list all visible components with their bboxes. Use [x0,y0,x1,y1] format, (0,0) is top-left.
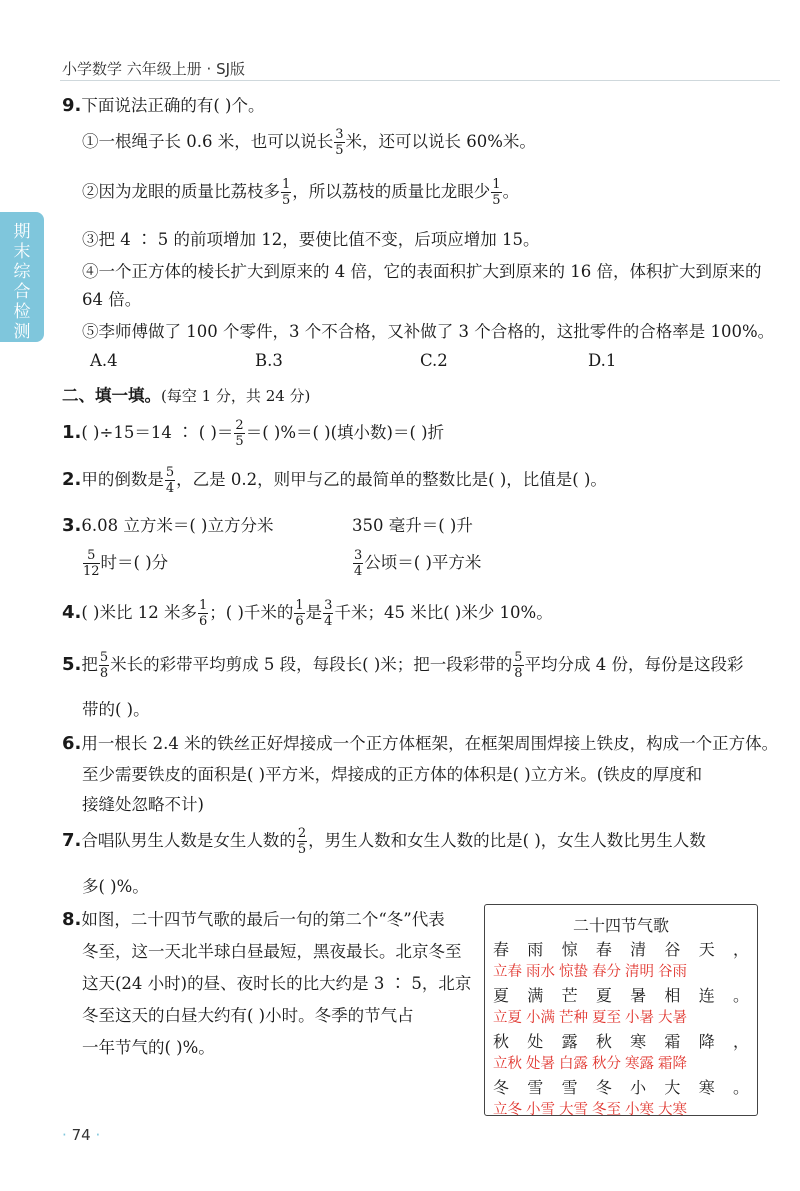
fraction: $\frac{3}{5}$ [335,127,344,158]
statement-5: ⑤李师傅做了 100 个零件，3 个不合格，又补做了 3 个合格的，这批零件的合格率是 100%。 [82,322,775,341]
section-2-title: 二、填一填。(每空 1 分，共 24 分) [62,386,311,405]
fill-question-3-c: $\frac{5}{12}$ 时＝( )分 [83,548,169,579]
fill-question-2: 2.甲的倒数是 $\frac{5}{4}$ ，乙是 0.2，则甲与乙的最简单的整数比是( )，比值是( )。 [62,465,607,496]
fill-question-5-line2: 带的( )。 [82,700,150,719]
statement-4-line1: ④一个正方体的棱长扩大到原来的 4 倍，它的表面积扩大到原来的 16 倍，体积扩大到原来的 [82,262,762,281]
option-b: B.3 [255,351,283,370]
fill-question-4: 4.( )米比 12 米多 $\frac{1}{6}$ ；( )千米的 $\frac{1}{6}$ 是 $\frac{3}{4}$ 千米；45 米比( )米少 10%。 [62,598,553,629]
song-terms-2: 立夏 小满 芒种 夏至 小暑 大暑 [493,1010,687,1026]
section-side-tab [0,212,44,342]
fill-question-8-line4: 冬至这天的白昼大约有( )小时。冬季的节气占 [82,1006,414,1025]
statement-2: ②因为龙眼的质量比荔枝多 $\frac{1}{5}$ ，所以荔枝的质量比龙眼少 $\frac{1}{5}$ 。 [82,177,520,208]
side-tab-label: 期末综合检测 [13,222,31,342]
statement-3: ③把 4 ∶ 5 的前项增加 12，要使比值不变，后项应增加 15。 [82,230,540,249]
song-grid [493,939,749,1123]
fraction: $\frac{2}{5}$ [235,418,244,449]
fill-question-8-line1: 8.如图，二十四节气歌的最后一句的第二个“冬”代表 [62,909,445,930]
fraction: $\frac{5}{4}$ [165,465,175,496]
fill-question-3-d: $\frac{3}{4}$ 公顷＝( )平方米 [354,548,482,579]
fraction: $\frac{5}{8}$ [99,650,109,681]
fill-question-6-line1: 6.用一根长 2.4 米的铁丝正好焊接成一个正方体框架，在框架周围焊接上铁皮，构成一个正方体。 [62,733,779,754]
fraction: $\frac{1}{6}$ [198,598,208,629]
header-divider [60,80,780,81]
fill-question-7-line1: 7.合唱队男生人数是女生人数的 $\frac{2}{5}$ ，男生人数和女生人数的比是( )，女生人数比男生人数 [62,826,706,857]
fill-question-3-b: 350 毫升＝( )升 [352,516,473,535]
song-line-3: 秋 处 露 秋 寒 霜 降 ， [493,1032,749,1051]
fill-question-6-line3: 接缝处忽略不计) [82,795,204,814]
fill-question-5-line1: 5.把 $\frac{5}{8}$ 米长的彩带平均剪成 5 段，每段长( )米；把一段彩带的 $\frac{5}{8}$ 平均分成 4 份，每份是这段彩 [62,650,744,681]
page-number: · 74 · [62,1126,101,1144]
question-9-stem: 9.下面说法正确的有( )个。 [62,95,265,116]
statement-4-line2: 64 倍。 [82,290,142,309]
fraction: $\frac{3}{4}$ [324,598,333,629]
song-terms-1: 立春 雨水 惊蛰 春分 清明 谷雨 [493,964,687,980]
statement-1: ①一根绳子长 0.6 米，也可以说长 $\frac{3}{5}$ 米，还可以说长 60%米。 [82,127,536,158]
song-terms-4: 立冬 小雪 大雪 冬至 小寒 大寒 [493,1102,687,1118]
solar-terms-song-box [484,904,758,1116]
fraction: $\frac{3}{4}$ [354,548,363,579]
fraction: $\frac{1}{5}$ [282,177,291,208]
option-c: C.2 [420,351,448,370]
fraction: $\frac{5}{8}$ [514,650,523,681]
song-terms-3: 立秋 处暑 白露 秋分 寒露 霜降 [493,1056,687,1072]
running-header: 小学数学 六年级上册 · SJ版 [62,60,246,78]
fill-question-3-row1: 3.6.08 立方米＝( )立方分米 [62,515,274,536]
option-d: D.1 [588,351,617,370]
fill-question-1: 1.( )÷15＝14 ∶ ( )＝ $\frac{2}{5}$ ＝( )%＝( )(填小数)＝( )折 [62,418,445,449]
fraction: $\frac{5}{12}$ [83,548,100,579]
fill-question-8-line5: 一年节气的( )%。 [82,1038,215,1057]
option-a: A.4 [90,351,118,370]
song-line-1: 春 雨 惊 春 清 谷 天 ， [493,940,749,959]
song-line-2: 夏 满 芒 夏 暑 相 连 。 [493,986,749,1005]
fill-question-8-line3: 这天(24 小时)的昼、夜时长的比大约是 3 ∶ 5，北京 [82,974,472,993]
fraction: $\frac{1}{5}$ [492,177,501,208]
song-line-4: 冬 雪 雪 冬 小 大 寒 。 [493,1078,749,1097]
song-title: 二十四节气歌 [572,916,669,935]
fraction: $\frac{2}{5}$ [297,826,307,857]
fill-question-6-line2: 至少需要铁皮的面积是( )平方米，焊接成的正方体的体积是( )立方米。(铁皮的厚度和 [82,765,703,784]
fill-question-7-line2: 多( )%。 [82,877,149,896]
fraction: $\frac{1}{6}$ [295,598,304,629]
fill-question-8-line2: 冬至，这一天北半球白昼最短，黑夜最长。北京冬至 [82,942,462,961]
